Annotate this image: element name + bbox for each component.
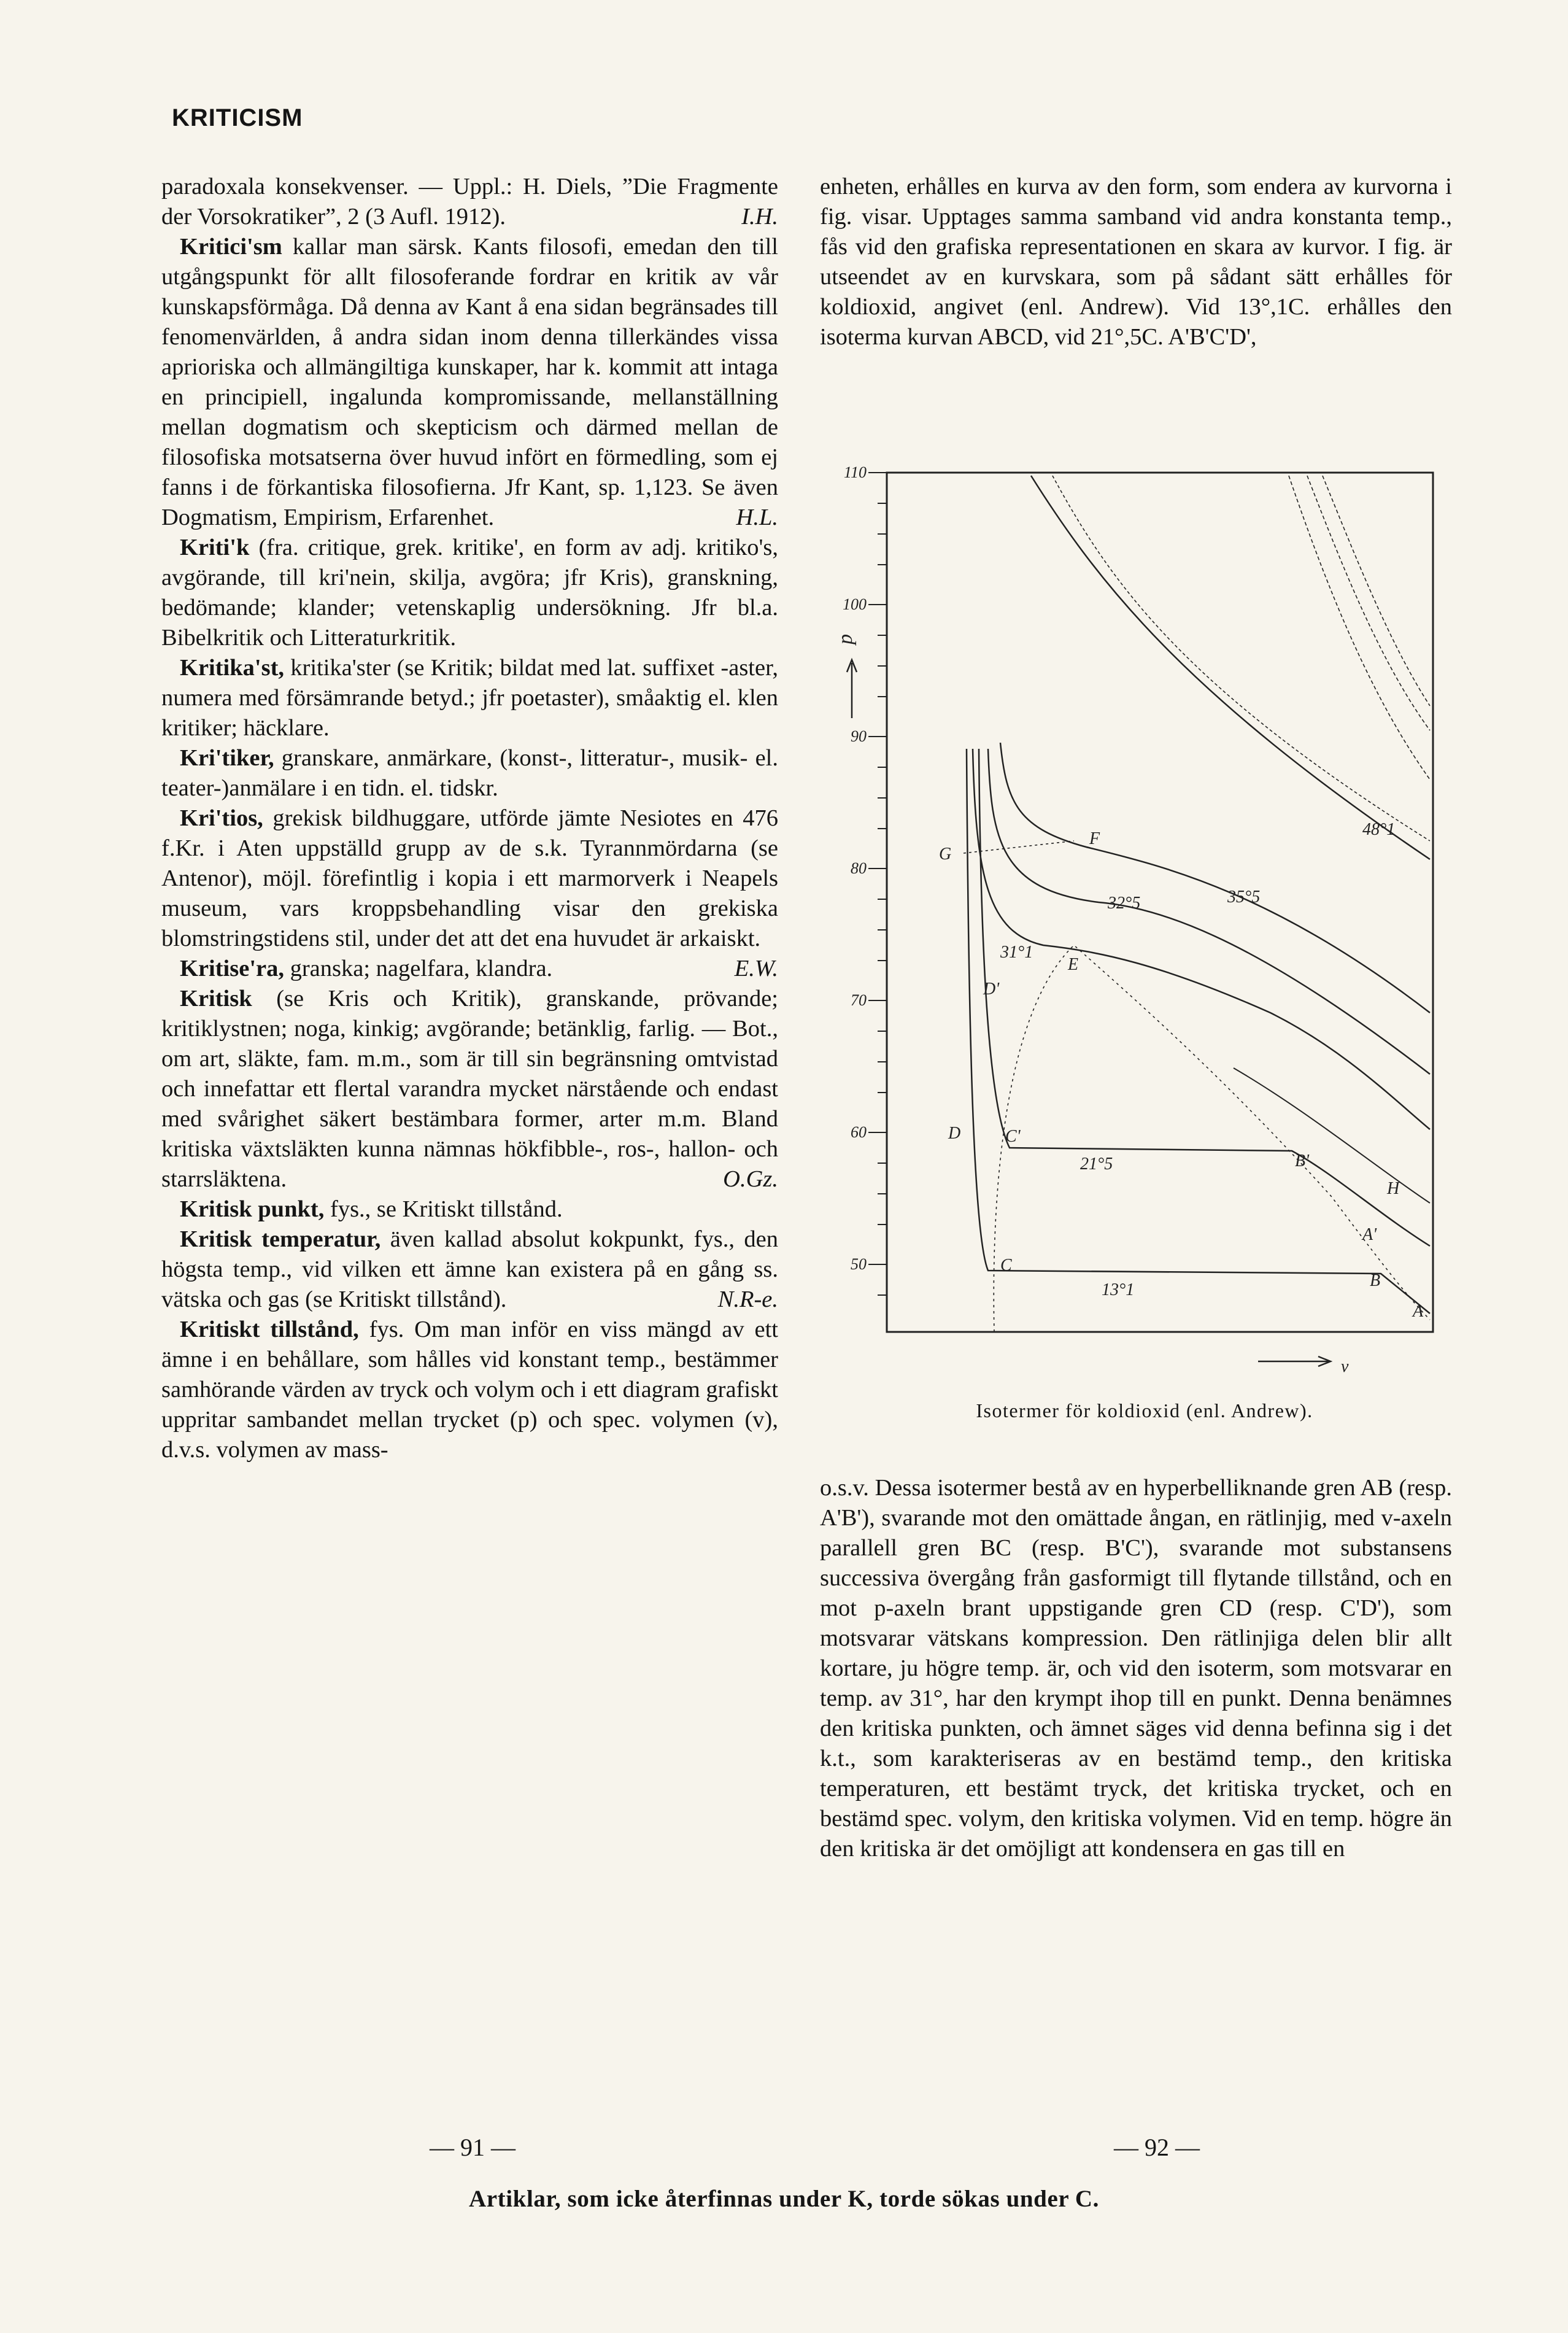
isotherm-13 xyxy=(967,749,1430,1314)
v-axis-label: v xyxy=(1341,1357,1349,1376)
label-Bp: B' xyxy=(1295,1151,1310,1170)
entry-kritios: Kri'tios, grekisk bildhuggare, utförde jämte Nesiotes en 476 f.Kr. i Aten uppställd grupp av de s.k. Tyrannmördarna (se Antenor), möjl. förefintlig i kopia i ett marmorverk i Neapels museum, vars kroppsbehandling visar den grekiska blomstringstidens stil, under det att det ena huvudet är arkaiskt. E.W. xyxy=(161,805,778,981)
label-31: 31°1 xyxy=(1000,943,1033,962)
right-column-bottom xyxy=(820,1473,1452,1864)
entry-kritisera: Kritise'ra, granska; nagelfara, klandra. xyxy=(180,956,553,981)
running-head: KRITICISM xyxy=(172,104,303,131)
p-axis-label: p xyxy=(834,634,857,644)
footer-note: Artiklar, som icke återfinnas under K, torde sökas under C. xyxy=(468,2186,1100,2212)
y-tick-70: 70 xyxy=(851,991,867,1009)
label-D: D xyxy=(948,1124,961,1143)
isotherm-h xyxy=(1234,1068,1430,1203)
left-column xyxy=(161,172,778,1465)
right-column-top xyxy=(820,172,1452,352)
y-tick-100: 100 xyxy=(843,595,867,613)
label-35: 35°5 xyxy=(1227,888,1261,907)
y-tick-110: 110 xyxy=(843,463,867,481)
label-E: E xyxy=(1068,955,1079,974)
label-48: 48°1 xyxy=(1362,820,1396,839)
entry-kritiskt-tillstand: Kritiskt tillstånd, fys. Om man inför en viss mängd av ett ämne i en behållare, som hålles vid konstant temp., bestämmer samhörande värden av tryck och volym och i ett diagram grafiskt uppritar sambandet mellan trycket (p) och spec. volymen (v), d.v.s. volymen av mass- xyxy=(161,1317,778,1463)
isotherm-35 xyxy=(1000,743,1430,1013)
isotherm-figure xyxy=(834,460,1448,1430)
entry-kritisk-punkt: Kritisk punkt, fys., se Kritiskt tillstånd. xyxy=(180,1196,563,1222)
y-axis-ticks xyxy=(868,473,887,1295)
right-text-bottom: o.s.v. Dessa isotermer bestå av en hyperbelliknande gren AB (resp. A'B'), svarande mot den omättade ångan, en rätlinjig, med v-axeln parallell gren BC (resp. B'C'), svarande mot substansens successiva övergång från gasformigt till flytande tillstånd, och en mot p-axeln brant uppstigande gren CD (resp. C'D'), som motsvarar vätskans kompression. Den rätlinjiga delen blir allt kortare, ju högre temp. är, och vid den isoterm, som motsvarar en temp. av 31°, har den krympt ihop till en punkt. Denna benämnes den kritiska punkten, och ämnet säges vid denna befinna sig i det k.t., som karakteriseras av en bestämd temp., den kritiska temperaturen, ett bestämt tryck, det kritiska trycket, och en bestämd spec. volym, den kritiska volymen. Vid en temp. högre än den kritiska är det omöjligt att kondensera en gas till en xyxy=(820,1475,1452,1862)
entry-kritikast: Kritika'st, kritika'ster (se Kritik; bildat med lat. suffixet -aster, numera med försämrande betyd.; jfr poetaster), småaktig el. klen kritiker; häcklare. xyxy=(161,655,778,741)
entry-kritisk-temperatur: Kritisk temperatur, även kallad absolut kokpunkt, fys., den högsta temp., vid vilken ett ämne kan existera på en gång ss. vätska och gas (se Kritiskt tillstånd). N.R-e. xyxy=(161,1226,778,1312)
page-number-left: — 91 — xyxy=(430,2134,516,2161)
isotherm-31 xyxy=(973,749,1430,1129)
entry-kritiker: Kri'tiker, granskare, anmärkare, (konst-, litteratur-, musik- el. teater-)anmälare i en tidn. el. tidskr. xyxy=(161,745,778,801)
isotherm-diagram xyxy=(834,460,1448,1393)
entry-continuation: paradoxala konsekvenser. — Uppl.: H. Diels, ”Die Fragmente der Vorsokratiker”, 2 (3 Aufl. 1912). I.H. xyxy=(161,174,778,230)
label-21: 21°5 xyxy=(1080,1155,1113,1174)
label-Ap: A' xyxy=(1362,1225,1377,1244)
label-B: B xyxy=(1370,1271,1381,1290)
entry-kritisk: Kritisk (se Kris och Kritik), granskande, prövande; kritiklystnen; noga, kinkig; avgörande; betänklig, farlig. — Bot., om art, släkte, fam. m.m., som är till sin begränsning omtvistad och innefattar ett flertal varandra mycket närstående och endast med svårighet säkert bestämbara former, arter m.m. Bland kritiska växtsläkten kunna nämnas hökfibble-, ros-, hallon- och starrsläktena. O.Gz. xyxy=(161,986,778,1192)
y-tick-80: 80 xyxy=(851,859,867,877)
label-G: G xyxy=(939,845,952,864)
isotherm-32 xyxy=(988,749,1430,1074)
label-F: F xyxy=(1089,829,1100,848)
label-13: 13°1 xyxy=(1102,1280,1135,1299)
y-tick-90: 90 xyxy=(851,727,867,745)
entry-kriticism: Kritici'sm kallar man särsk. Kants filosofi, emedan den till utgångspunkt för allt filosoferande fordrar en kritik av vår kunskapsförmåga. Då denna av Kant å ena sidan begränsades till fenomenvärlden, å andra sidan inom denna tillerkändes vissa aprioriska och allmängiltiga kunskaper, har k. kommit att intaga en principiell, ingalunda kompromissande, mellanställning mellan dogmatism och skepticism och därmed mellan de filosofiska motsatserna över huvud infört en förmedling, som ej fanns i de förkantiska filosofierna. Jfr Kant, sp. 1,123. Se även Dogmatism, Empirism, Erfarenhet. H.L. xyxy=(161,234,778,530)
page-number-right: — 92 — xyxy=(1114,2134,1200,2161)
y-tick-60: 60 xyxy=(851,1123,867,1141)
right-text-top: enheten, erhålles en kurva av den form, som endera av kurvorna i fig. visar. Upptages samma samband vid andra konstanta temp., fås vid den grafiska representationen en skara av kurvor. I fig. är utseendet av en kurvskara, som på sådant sätt erhålles för koldioxid, angivet (enl. Andrew). Vid 13°,1C. erhålles den isoterma kurvan ABCD, vid 21°,5C. A'B'C'D', xyxy=(820,174,1452,350)
label-A: A xyxy=(1413,1302,1424,1321)
entry-kritik: Kriti'k (fra. critique, grek. kritike', en form av adj. kritiko's, avgörande, till kri'nein, skilja, avgöra; jfr Kris), granskning, bedömande; klander; vetenskaplig undersökning. Jfr bl.a. Bibelkritik och Litteraturkritik. xyxy=(161,535,778,651)
figure-caption: Isotermer för koldioxid (enl. Andrew). xyxy=(976,1399,1313,1422)
y-tick-50: 50 xyxy=(851,1255,867,1273)
label-H: H xyxy=(1387,1179,1400,1198)
label-C: C xyxy=(1000,1256,1012,1275)
label-Cp: C' xyxy=(1005,1127,1021,1146)
label-Dp: D' xyxy=(983,980,1000,999)
label-32: 32°5 xyxy=(1108,894,1141,913)
